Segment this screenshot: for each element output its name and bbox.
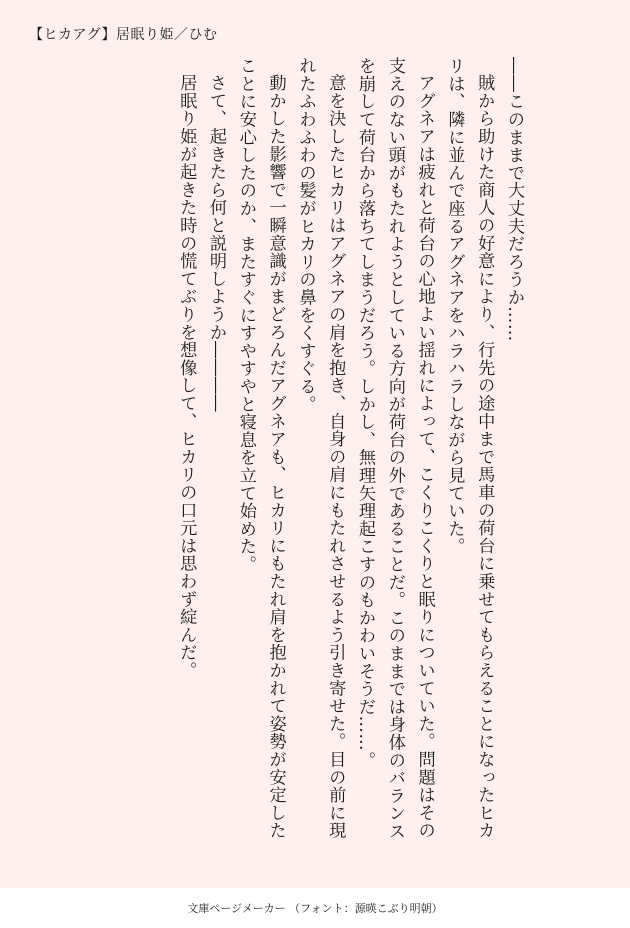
paragraph-1: ――このままで大丈夫だろうか…… <box>504 57 524 342</box>
paragraph-6: さて、起きたら何と説明しようか―――― <box>206 74 227 413</box>
paragraph-3: アグネアは疲れと荷台の心地よい揺れによって、こくりこくりと眠りについていた。問題はその支えのない頭がもたれようとしている方向が荷台の外であることだ。このままでは身体のバランスを崩して荷台から落ちてしまうだろう。しかし、無理矢理起こすのもかわいそうだ……。 <box>355 57 435 841</box>
paragraph-2: 賊から助けた商人の好意により、行先の途中まで馬車の荷台に乗せてもらえることになったヒカリは、隣に並んで座るアグネアをハラハラしながら見ていた。 <box>444 57 495 840</box>
paragraph-7: 居眠り姫が起きた時の慌てぶりを想像して、ヒカリの口元は思わず綻んだ。 <box>176 74 197 680</box>
paragraph-4: 意を決したヒカリはアグネアの肩を抱き、自身の肩にもたれさせるよう引き寄せた。目の前に現れたふわふわの髪がヒカリの鼻をくすぐる。 <box>295 57 346 840</box>
page-header-title: 【ヒカアグ】居眠り姫／ひむ <box>29 27 218 43</box>
footer-caption: 文庫ページメーカー （フォント：源暎こぶり明朝） <box>0 888 630 928</box>
vertical-body-text <box>82 57 528 857</box>
paragraph-5: 動かした影響で一瞬意識がまどろんだアグネアも、ヒカリにもたれ肩を抱かれて姿勢が安定したことに安心したのか、またすぐにすやすやと寝息を立て始めた。 <box>235 57 286 840</box>
